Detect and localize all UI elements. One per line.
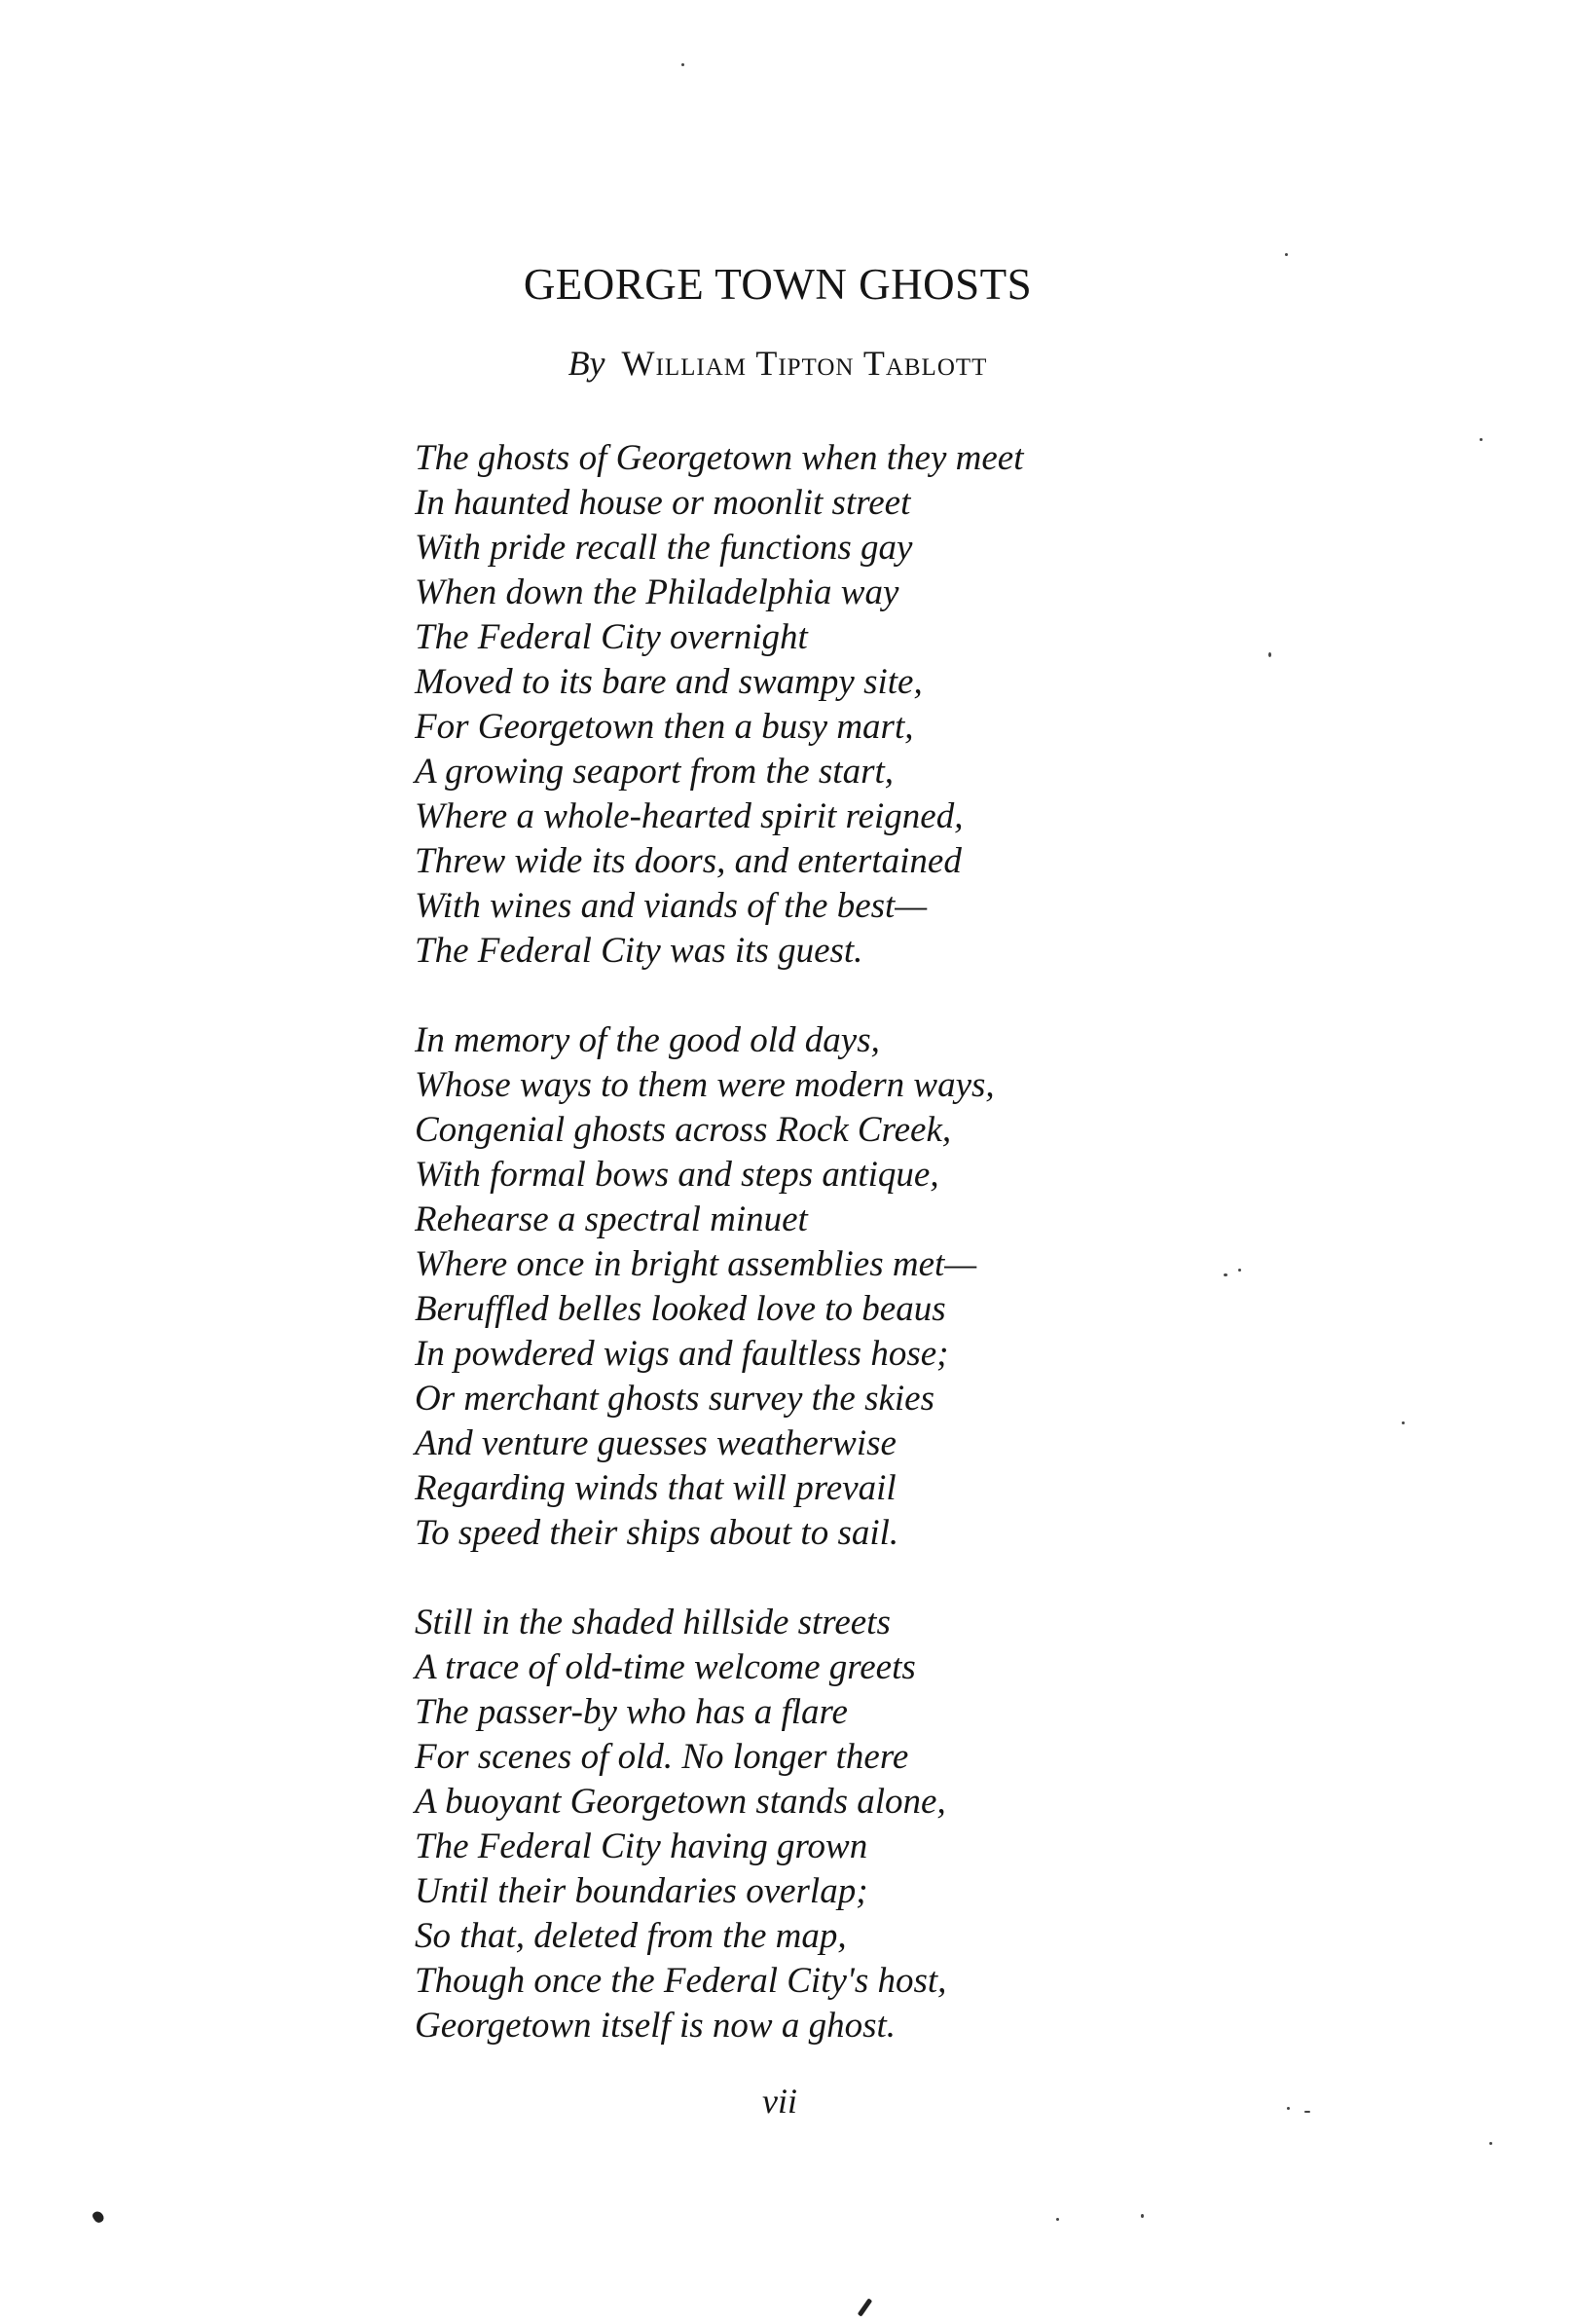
poem-line: The ghosts of Georgetown when they meet — [415, 438, 1024, 478]
poem-line: Threw wide its doors, and entertained — [415, 841, 962, 881]
poem-line: Congenial ghosts across Rock Creek, — [415, 1110, 952, 1150]
poem-line: The Federal City was its guest. — [415, 931, 863, 971]
scan-speck — [1056, 2218, 1059, 2221]
poem-line: Rehearse a spectral minuet — [415, 1199, 808, 1239]
scan-speck — [1238, 1269, 1241, 1272]
stanza — [415, 436, 1388, 974]
poem-line: The passer-by who has a flare — [415, 1692, 848, 1732]
stanza — [415, 1601, 1388, 2048]
poem-line: So that, deleted from the map, — [415, 1916, 847, 1956]
scan-speck — [91, 2209, 105, 2225]
poem-line: The Federal City overnight — [415, 617, 808, 657]
poem-line: With pride recall the functions gay — [415, 528, 913, 568]
poem-line: Georgetown itself is now a ghost. — [415, 2006, 897, 2046]
poem-line: Where once in bright assemblies met— — [415, 1244, 977, 1284]
byline-prefix: By — [568, 344, 605, 383]
poem-title: GEORGE TOWN GHOSTS — [523, 260, 1033, 309]
scan-speck — [1224, 1273, 1227, 1276]
poem-line: With wines and viands of the best— — [415, 886, 928, 926]
scan-speck — [1268, 652, 1271, 657]
scan-speck — [858, 2298, 873, 2316]
poem-line: For Georgetown then a busy mart, — [415, 707, 914, 747]
scan-speck — [1402, 1421, 1405, 1424]
poem-line: Where a whole-hearted spirit reigned, — [415, 796, 964, 836]
poem-line: For scenes of old. No longer there — [415, 1737, 909, 1777]
scan-speck — [1285, 253, 1288, 256]
scan-speck — [1141, 2214, 1144, 2218]
poem-line: A trace of old-time welcome greets — [415, 1647, 916, 1687]
byline — [0, 343, 1556, 384]
scan-speck — [1287, 2107, 1290, 2110]
poem-line: Though once the Federal City's host, — [415, 1961, 947, 2001]
poem-line: When down the Philadelphia way — [415, 572, 899, 612]
page-number: vii — [762, 2082, 797, 2121]
poem-line: Still in the shaded hillside streets — [415, 1603, 891, 1642]
poem-line: Moved to its bare and swampy site, — [415, 662, 923, 702]
poem-line: In memory of the good old days, — [415, 1020, 880, 1060]
poem-line: A buoyant Georgetown stands alone, — [415, 1782, 946, 1822]
poem-line: A growing seaport from the start, — [415, 752, 895, 792]
poem-line: Until their boundaries overlap; — [415, 1871, 868, 1911]
poem-line: In powdered wigs and faultless hose; — [415, 1334, 949, 1374]
poem-line: Beruffled belles looked love to beaus — [415, 1289, 946, 1329]
poem-line: Or merchant ghosts survey the skies — [415, 1379, 935, 1419]
poem-line: The Federal City having grown — [415, 1826, 868, 1866]
scan-speck — [1480, 438, 1483, 441]
author-name: William Tipton Tablott — [621, 344, 988, 383]
poem-line: In haunted house or moonlit street — [415, 483, 911, 523]
poem-line: With formal bows and steps antique, — [415, 1155, 939, 1195]
poem-line: Whose ways to them were modern ways, — [415, 1065, 995, 1105]
stanza — [415, 1018, 1388, 1556]
poem-line: To speed their ships about to sail. — [415, 1513, 899, 1553]
poem-body — [415, 436, 1388, 2093]
poem-line: And venture guesses weatherwise — [415, 1423, 897, 1463]
scan-speck — [681, 63, 684, 66]
scan-speck — [1489, 2142, 1492, 2145]
poem-line: Regarding winds that will prevail — [415, 1468, 897, 1508]
scan-speck — [1304, 2111, 1310, 2113]
